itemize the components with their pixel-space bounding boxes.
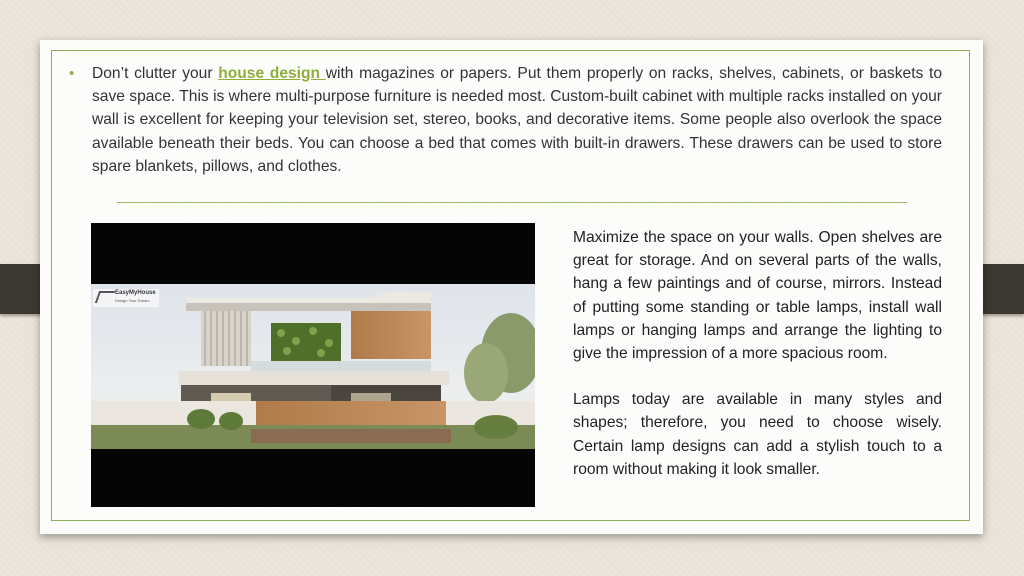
walls-paragraph: Maximize the space on your walls. Open shelves are great for storage. And on several parts of the walls, hang a few paintings and of course, mirrors. Instead of putting some standing or table lamps, install wall lamps or hanging lamps and arrange the lighting to give the impression of a more spacious room. xyxy=(573,229,942,363)
section-divider xyxy=(117,202,907,203)
right-text-column xyxy=(573,226,942,504)
bullet-dot-icon: • xyxy=(69,65,75,82)
house-photo xyxy=(91,223,535,507)
slide xyxy=(40,40,983,534)
house-design-link[interactable]: house design xyxy=(218,65,326,82)
bullet-text-before: Don’t clutter your xyxy=(92,65,219,82)
lamps-paragraph: Lamps today are available in many styles and shapes; therefore, you need to choose wisely. Certain lamp designs can add a stylish touch to a room without making it look smaller. xyxy=(573,391,942,478)
watermark-subtext: Design Your Dream xyxy=(115,298,150,303)
house-illustration xyxy=(91,223,535,507)
watermark-text: EasyMyHouse xyxy=(115,290,156,296)
bullet-text-after: with magazines or papers. Put them properly on racks, shelves, cabinets, or baskets to save space. This is where multi-purpose furniture is needed most. Custom-built cabinet with multiple racks installed on your wall is excellent for keeping your television set, stereo, books, and decorative items. Some people also overlook the space available beneath their beds. You can choose a bed that comes with built-in drawers. These drawers can be used to store spare blankets, pillows, and clothes. xyxy=(92,65,943,175)
bullet-paragraph xyxy=(69,62,943,178)
